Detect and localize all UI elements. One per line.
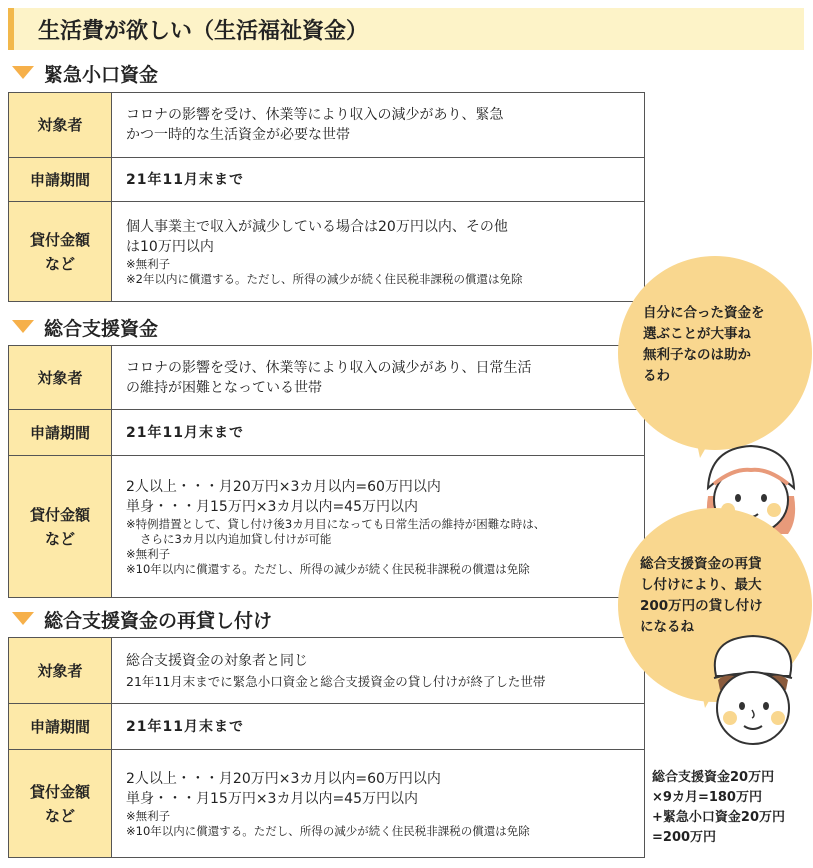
period-value: 21年11月末まで bbox=[112, 158, 645, 202]
target-label: 対象者 bbox=[9, 93, 112, 158]
period-value: 21年11月末まで bbox=[112, 410, 645, 456]
general-support-table bbox=[8, 345, 645, 598]
table-row bbox=[9, 638, 645, 704]
target-content: コロナの影響を受け、休業等により収入の減少があり、緊急 かつ一時的な生活資金が必要な世帯 bbox=[112, 93, 645, 158]
amount-content: 2人以上・・・月20万円×3カ月以内=60万円以内 単身・・・月15万円×3カ月以内=45万円以内 ※無利子 ※10年以内に償還する。ただし、所得の減少が続く住民税非課税の償還は免除 bbox=[112, 750, 645, 858]
bubble-text-man: 総合支援資金の再貸 し付けにより、最大 200万円の貸し付け になるね bbox=[640, 556, 763, 635]
reloan-table bbox=[8, 637, 645, 858]
table-row bbox=[9, 93, 645, 158]
man-avatar-icon bbox=[700, 634, 806, 760]
period-label: 申請期間 bbox=[9, 704, 112, 750]
calculation-text: 総合支援資金20万円 ×9カ月=180万円 +緊急小口資金20万円 =200万円 bbox=[652, 770, 785, 845]
amount-content: 2人以上・・・月20万円×3カ月以内=60万円以内 単身・・・月15万円×3カ月以内=45万円以内 ※特例措置として、貸し付け後3カ月目になっても日常生活の維持が困難な時は、 さらに3カ月以内追加貸し付けが可能 ※無利子 ※10年以内に償還する。ただし、所得の減少が続く住民税非課税の償還は免除 bbox=[112, 456, 645, 598]
emergency-loan-table bbox=[8, 92, 645, 302]
target-label: 対象者 bbox=[9, 638, 112, 704]
table-row bbox=[9, 202, 645, 302]
target-content: 総合支援資金の対象者と同じ 21年11月末までに緊急小口資金と総合支援資金の貸し付けが終了した世帯 bbox=[112, 638, 645, 704]
period-label: 申請期間 bbox=[9, 410, 112, 456]
target-content: コロナの影響を受け、休業等により収入の減少があり、日常生活 の維持が困難となっている世帯 bbox=[112, 346, 645, 410]
amount-label: 貸付金額 など bbox=[9, 202, 112, 302]
amount-content: 個人事業主で収入が減少している場合は20万円以内、その他 は10万円以内 ※無利子 ※2年以内に償還する。ただし、所得の減少が続く住民税非課税の償還は免除 bbox=[112, 202, 645, 302]
amount-label: 貸付金額 など bbox=[9, 750, 112, 858]
period-label: 申請期間 bbox=[9, 158, 112, 202]
table-row bbox=[9, 346, 645, 410]
triangle-marker-icon bbox=[12, 612, 34, 625]
table-row bbox=[9, 158, 645, 202]
table-row bbox=[9, 456, 645, 598]
target-label: 対象者 bbox=[9, 346, 112, 410]
page-title-bar bbox=[8, 8, 804, 50]
table-row bbox=[9, 704, 645, 750]
period-value: 21年11月末まで bbox=[112, 704, 645, 750]
page-title: 生活費が欲しい（生活福祉資金） bbox=[38, 19, 369, 44]
triangle-marker-icon bbox=[12, 320, 34, 333]
amount-label: 貸付金額 など bbox=[9, 456, 112, 598]
table-row bbox=[9, 410, 645, 456]
table-row bbox=[9, 750, 645, 858]
triangle-marker-icon bbox=[12, 66, 34, 79]
bubble-text-woman: 自分に合った資金を 選ぶことが大事ね 無利子なのは助か るわ bbox=[643, 305, 765, 384]
